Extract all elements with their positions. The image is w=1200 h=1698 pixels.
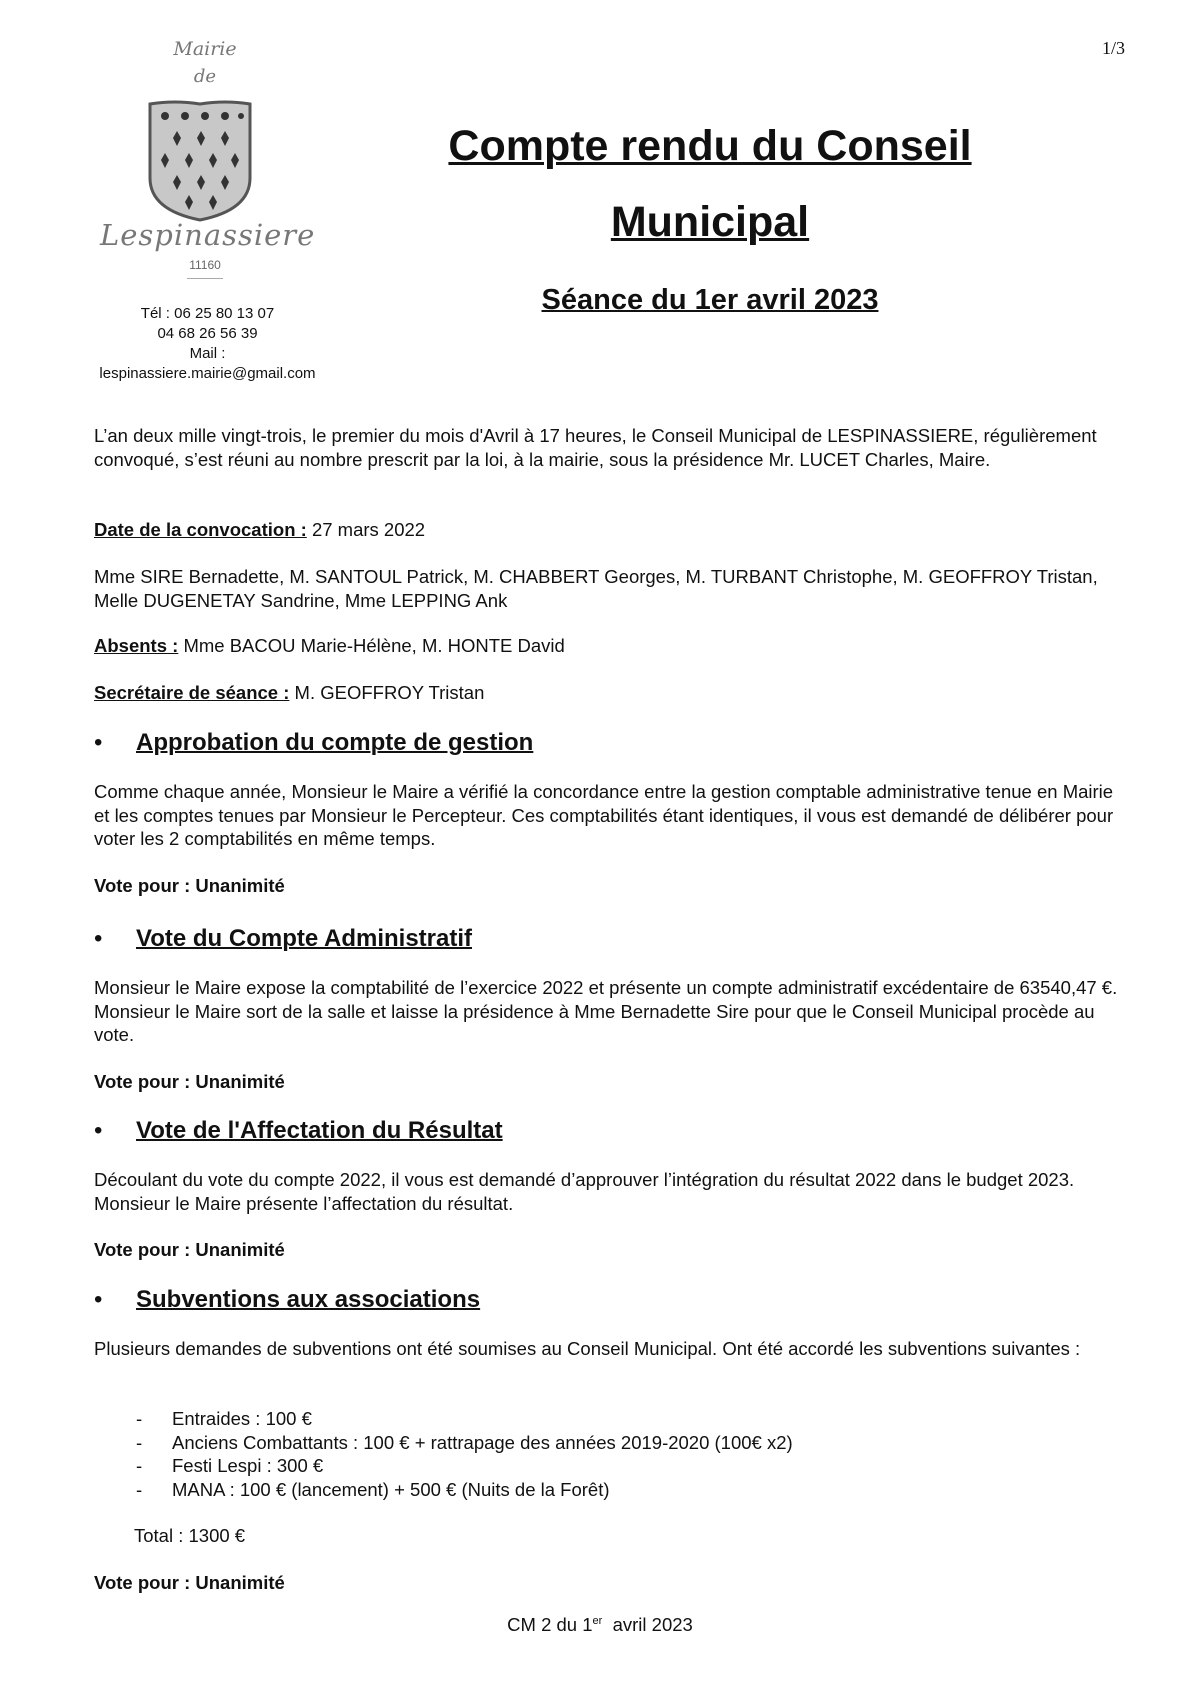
logo-mairie-text: Mairie: [173, 38, 237, 60]
section-heading: [94, 924, 1124, 954]
contact-email: lespinassiere.mairie@gmail.com: [99, 365, 316, 382]
bullet-icon: •: [94, 1286, 103, 1313]
page-footer: [0, 1614, 1200, 1636]
subsidy-total: Total : 1300 €: [134, 1525, 246, 1546]
bullet-icon: •: [94, 1117, 103, 1144]
section-heading: [94, 1285, 1124, 1315]
section-vote: Vote pour : Unanimité: [94, 1239, 285, 1260]
coat-of-arms-icon: [145, 98, 255, 222]
page-title: [400, 108, 1020, 260]
list-item: - MANA : 100 € (lancement) + 500 € (Nuits de la Forêt): [134, 1478, 1124, 1502]
logo-de-text: de: [193, 66, 217, 87]
convocation-line: [94, 518, 1124, 542]
convocation-value: 27 mars 2022: [311, 519, 426, 540]
list-item: - Entraides : 100 €: [134, 1407, 1124, 1431]
page-subtitle: [400, 284, 1020, 317]
title-line-1: Compte rendu du Conseil: [448, 122, 972, 170]
section-vote: Vote pour : Unanimité: [94, 875, 285, 896]
section-heading: [94, 1116, 1124, 1146]
section-body: Plusieurs demandes de subventions ont été soumises au Conseil Municipal. Ont été accordé les subventions suivantes :: [94, 1338, 1081, 1359]
section-title: Subventions aux associations: [136, 1286, 481, 1313]
section-body: Découlant du vote du compte 2022, il vous est demandé d’approuver l’intégration du résultat 2022 dans le budget 2023. Monsieur le Maire présente l’affectation du résultat.: [94, 1169, 1075, 1214]
page-number: 1/3: [1101, 38, 1125, 58]
logo-postal-code: 11160: [189, 258, 221, 272]
bullet-icon: •: [94, 925, 103, 952]
secretary-value: M. GEOFFROY Tristan: [294, 682, 485, 703]
session-date: Séance du 1er avril 2023: [541, 284, 879, 316]
contact-mail-label: Mail :: [189, 345, 226, 362]
title-line-2: Municipal: [610, 198, 810, 246]
secretary-line: [94, 681, 1124, 705]
footer-prefix: CM 2 du 1: [507, 1614, 593, 1635]
subsidy-list: [134, 1407, 1124, 1501]
absents-label: Absents :: [94, 635, 179, 656]
list-item: - Festi Lespi : 300 €: [134, 1454, 1124, 1478]
section-vote: Vote pour : Unanimité: [94, 1071, 285, 1092]
absents-line: [94, 634, 1124, 658]
convocation-label: Date de la convocation :: [94, 519, 307, 540]
footer-superscript: er: [592, 1614, 603, 1627]
absents-value: Mme BACOU Marie-Hélène, M. HONTE David: [183, 635, 565, 656]
contact-block: [80, 304, 335, 384]
logo-divider: [187, 278, 223, 279]
logo-town-name: Lespinassiere: [100, 218, 316, 252]
section-title: Approbation du compte de gestion: [136, 729, 534, 756]
present-members: Mme SIRE Bernadette, M. SANTOUL Patrick, M. CHABBERT Georges, M. TURBANT Christophe, M. GEOFFROY Tristan, Melle DUGENETAY Sandrine, Mme LEPPING Ank: [94, 566, 1098, 611]
contact-phone-1: Tél : 06 25 80 13 07: [140, 305, 275, 322]
mairie-logo: [100, 38, 316, 288]
footer-suffix: avril 2023: [602, 1614, 693, 1635]
bullet-icon: •: [94, 729, 103, 756]
section-vote: Vote pour : Unanimité: [94, 1572, 285, 1593]
contact-phone-2: 04 68 26 56 39: [157, 325, 258, 342]
section-body: Comme chaque année, Monsieur le Maire a vérifié la concordance entre la gestion comptable administrative tenue en Mairie et les comptes tenues par Monsieur le Percepteur. Ces comptabilités étant identiques, il vous est demandé de délibérer pour voter les 2 comptabilités en même temps.: [94, 781, 1114, 849]
section-heading: [94, 728, 1124, 758]
list-item: - Anciens Combattants : 100 € + rattrapage des années 2019-2020 (100€ x2): [134, 1431, 1124, 1455]
secretary-label: Secrétaire de séance :: [94, 682, 290, 703]
intro-paragraph: L’an deux mille vingt-trois, le premier du mois d'Avril à 17 heures, le Conseil Municipal de LESPINASSIERE, régulièrement convoqué, s’est réuni au nombre prescrit par la loi, à la mairie, sous la présidence Mr. LUCET Charles, Maire.: [94, 425, 1097, 470]
section-body: Monsieur le Maire expose la comptabilité de l’exercice 2022 et présente un compte administratif excédentaire de 63540,47 €. Monsieur le Maire sort de la salle et laisse la présidence à Mme Bernadette Sire pour que le Conseil Municipal procède au vote.: [94, 977, 1118, 1045]
section-title: Vote du Compte Administratif: [136, 925, 472, 952]
section-title: Vote de l'Affectation du Résultat: [136, 1117, 503, 1144]
